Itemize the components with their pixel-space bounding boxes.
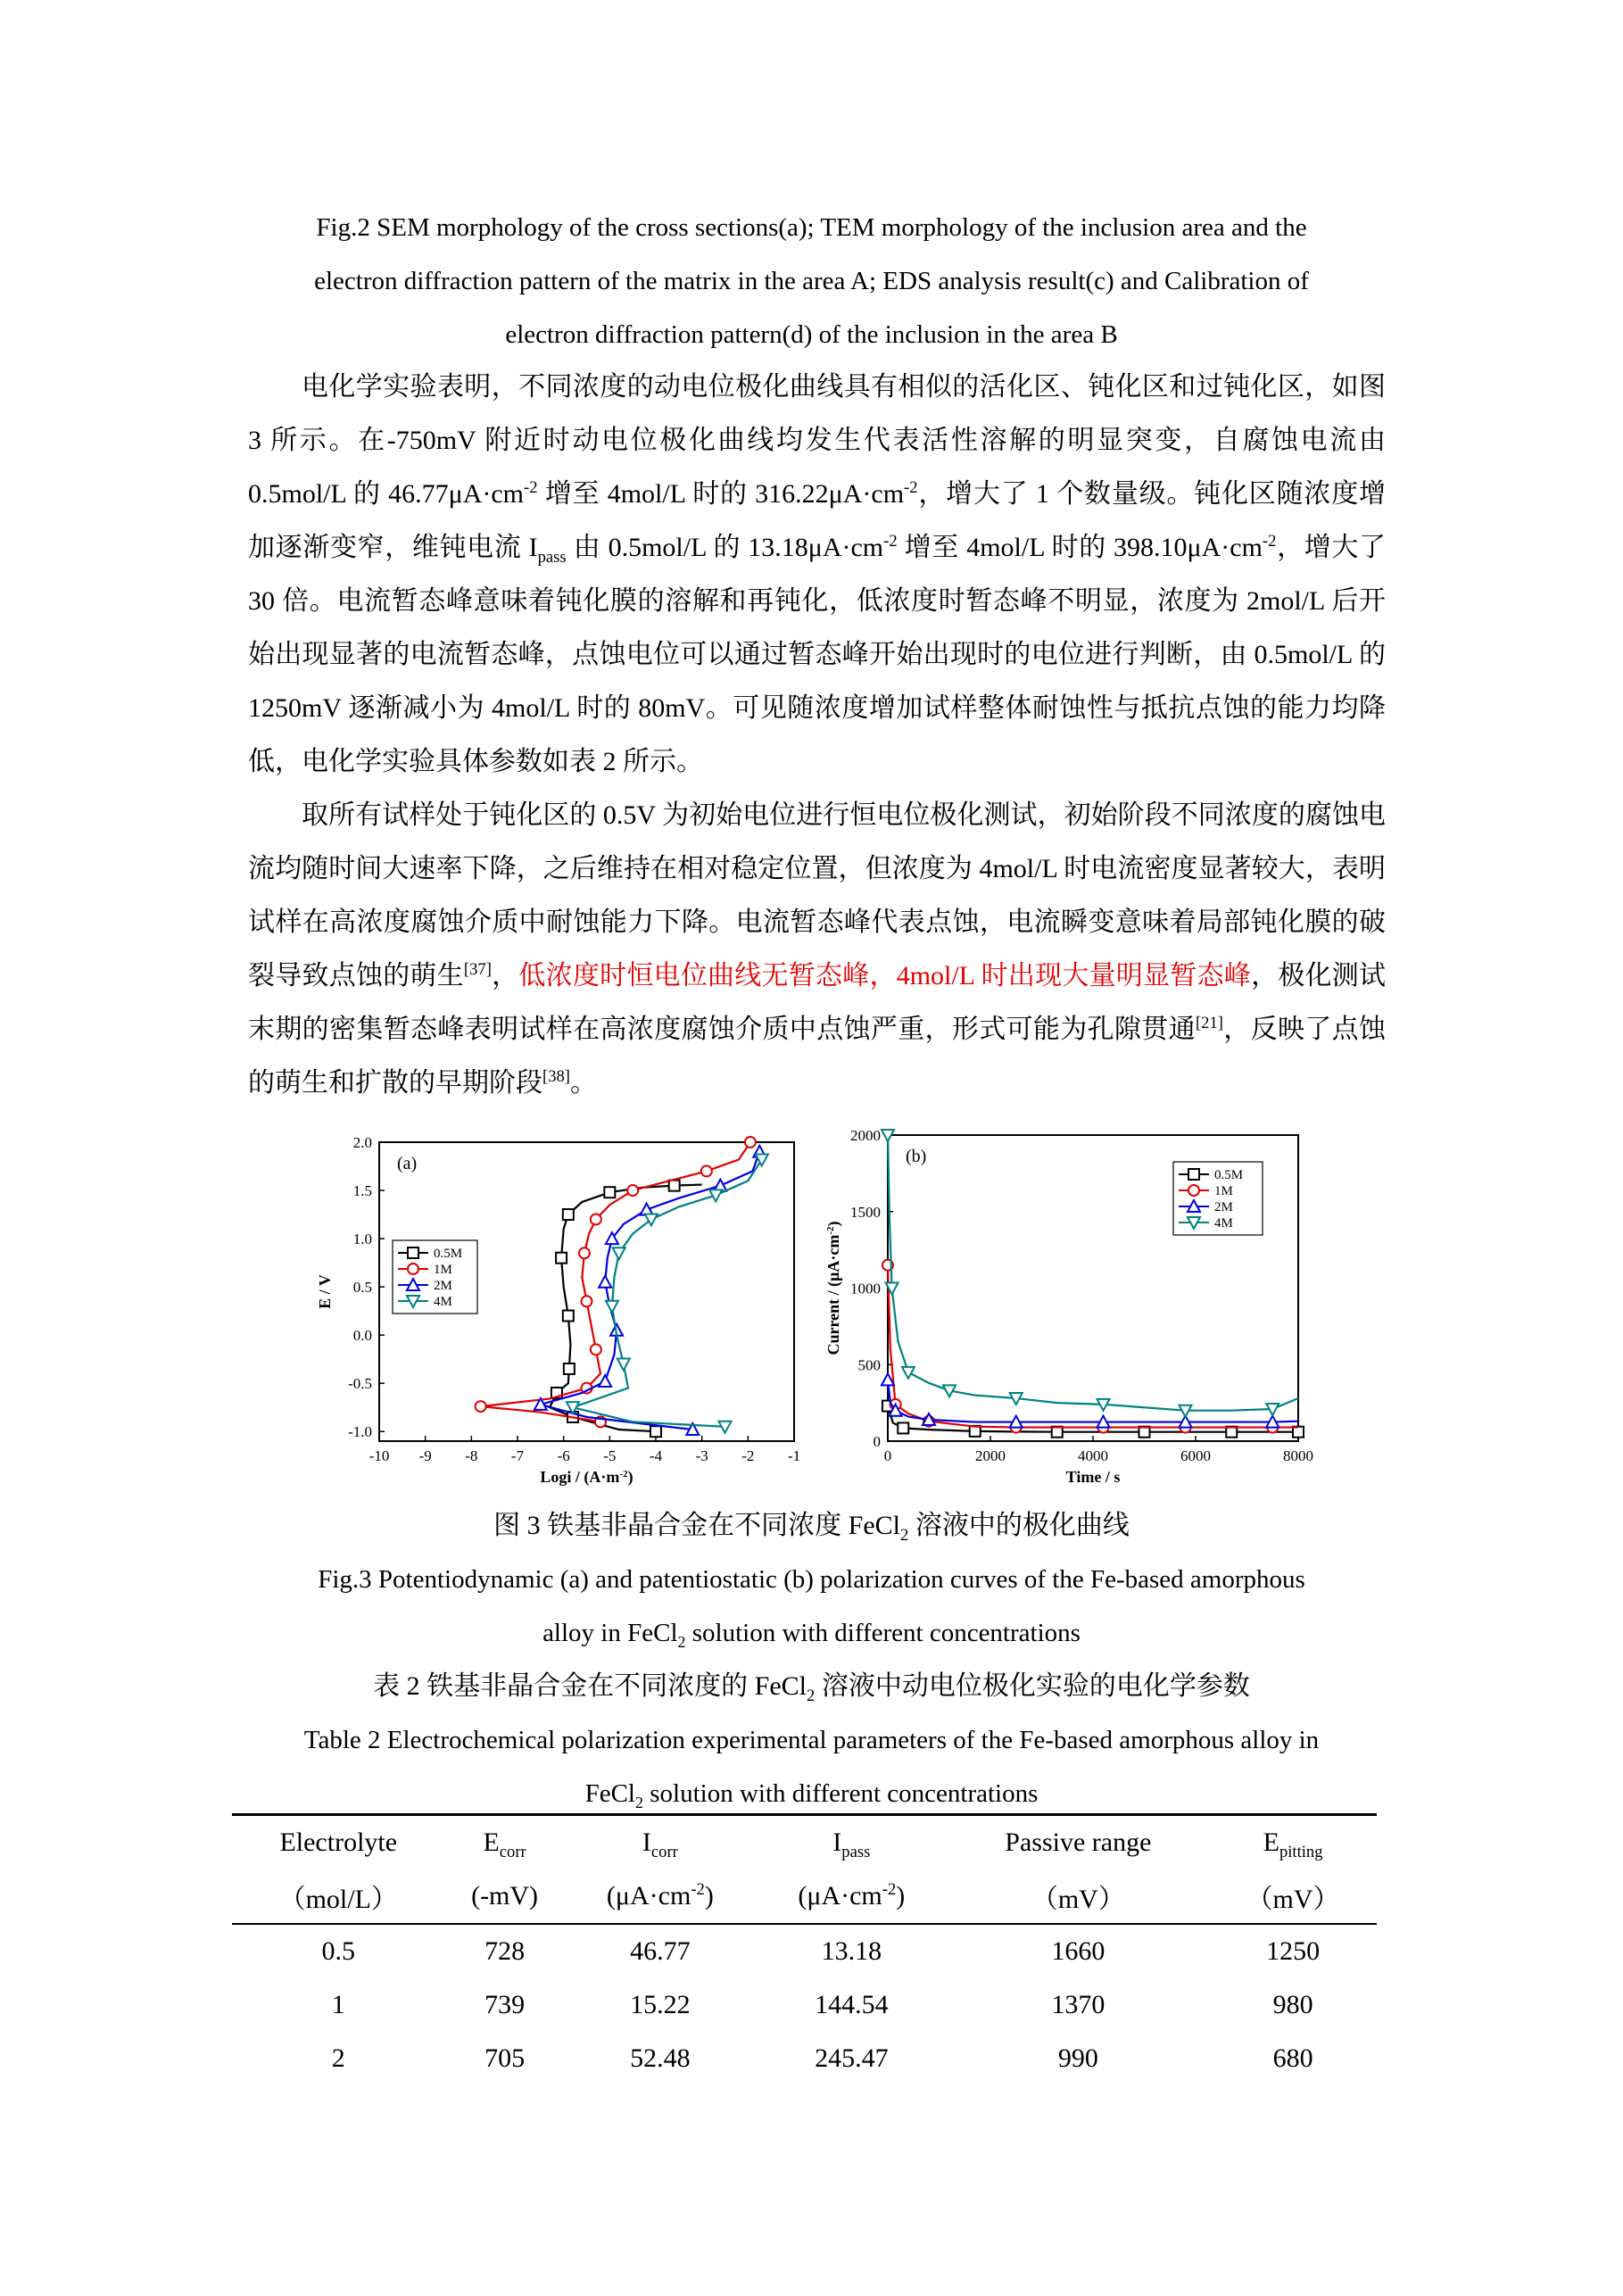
table-cell: 2 bbox=[331, 2043, 345, 2073]
x-axis-label: Time / s bbox=[1065, 1468, 1121, 1486]
y-tick-label: 2.0 bbox=[352, 1134, 372, 1151]
table-cell: 1370 bbox=[1051, 1990, 1105, 2019]
x-tick-label: -7 bbox=[510, 1447, 525, 1464]
y-tick-label: 0.0 bbox=[352, 1327, 372, 1345]
col-header-epitting: $E_{pitting}$ bbox=[1209, 1815, 1377, 1870]
table-cell: 46.77 bbox=[630, 1936, 691, 1966]
chart-potentiostatic bbox=[812, 1124, 1321, 1490]
data-point bbox=[591, 1344, 601, 1355]
data-point bbox=[627, 1185, 638, 1196]
table-cell: 144.54 bbox=[815, 1990, 889, 2019]
table-cell: 728 bbox=[484, 1936, 526, 1966]
data-point bbox=[599, 1375, 611, 1387]
x-tick-label: 6000 bbox=[1180, 1447, 1211, 1464]
x-tick-label: 2000 bbox=[975, 1447, 1006, 1464]
data-point bbox=[591, 1214, 601, 1224]
col-header-ecorr: $E_{corr}$ bbox=[445, 1815, 565, 1870]
y-tick-label: 0.5 bbox=[352, 1279, 372, 1297]
x-axis-label: Logi / $(A\cdot m^{-2})$ bbox=[540, 1468, 633, 1486]
series-line-1M bbox=[481, 1142, 750, 1422]
table-cell: 980 bbox=[1272, 1990, 1313, 2019]
x-tick-label: 4000 bbox=[1078, 1447, 1108, 1464]
data-point bbox=[556, 1253, 567, 1264]
y-tick-label: 1000 bbox=[850, 1280, 881, 1297]
data-point bbox=[563, 1209, 574, 1220]
legend-marker bbox=[408, 1247, 418, 1258]
legend-label: 1M bbox=[1214, 1184, 1233, 1198]
unit-ipass: $(\mu A\cdot cm^{-2})$ bbox=[756, 1869, 947, 1924]
fig2-caption-line3: electron diffraction pattern(d) of the inclusion in the area B bbox=[505, 320, 1118, 349]
unit-electrolyte: （mol/L） bbox=[232, 1869, 445, 1924]
data-point bbox=[669, 1181, 680, 1191]
legend-marker bbox=[1188, 1169, 1199, 1180]
unit-epitting: （mV） bbox=[1209, 1869, 1377, 1924]
series-line-2M bbox=[541, 1152, 759, 1430]
data-point bbox=[579, 1247, 590, 1258]
legend-marker bbox=[1188, 1185, 1199, 1196]
table-cell: 52.48 bbox=[630, 2043, 691, 2073]
x-tick-label: -5 bbox=[603, 1447, 617, 1464]
x-tick-label: -3 bbox=[695, 1447, 708, 1464]
data-point bbox=[745, 1137, 756, 1148]
data-point bbox=[613, 1247, 625, 1259]
data-point bbox=[563, 1311, 574, 1322]
data-point bbox=[599, 1276, 611, 1288]
x-tick-label: -1 bbox=[787, 1447, 801, 1464]
table-cell: 15.22 bbox=[630, 1990, 691, 2019]
fig2-caption-line2: electron diffraction pattern of the matrix in the area A; EDS analysis result(c) and Calibration of bbox=[314, 267, 1309, 295]
table-cell: 1 bbox=[331, 1990, 345, 2019]
table-cell: 1250 bbox=[1266, 1936, 1321, 1966]
col-header-passive-range: Passive range bbox=[948, 1815, 1210, 1870]
data-point bbox=[617, 1359, 630, 1371]
y-tick-label: 0 bbox=[873, 1433, 881, 1450]
chart-potentiodynamic bbox=[312, 1124, 812, 1490]
y-tick-label: 1.0 bbox=[352, 1231, 372, 1248]
legend-label: 4M bbox=[1214, 1216, 1233, 1231]
col-header-icorr: $I_{corr}$ bbox=[565, 1815, 756, 1870]
y-tick-label: -0.5 bbox=[348, 1375, 372, 1393]
data-point bbox=[476, 1401, 486, 1412]
paragraph-potentiostatic: 取所有试样处于钝化区的 0.5V 为初始电位进行恒电位极化测试，初始阶段不同浓度的腐蚀电流均随时间大速率下降，之后维持在相对稳定位置，但浓度为 4mol/L 时电流密度显著较大，表明试样在高浓度腐蚀介质中耐蚀能力下降。电流暂态峰代表点蚀，电流瞬变意味着局部钝化膜的破裂导致点蚀的萌生[37]，低浓度时恒电位曲线无暂态峰，4mol/L 时出现大量明显暂态峰，极化测试末期的密集暂态峰表明试样在高浓度腐蚀介质中点蚀严重，形式可能为孔隙贯通[21]，反映了点蚀的萌生和扩散的早期阶段[38]。 bbox=[248, 800, 1387, 1098]
highlighted-text: 低浓度时恒电位曲线无暂态峰，4mol/L 时出现大量明显暂态峰 bbox=[518, 961, 1252, 991]
col-header-ipass: $I_{pass}$ bbox=[756, 1815, 947, 1870]
table-cell: 1660 bbox=[1051, 1936, 1105, 1966]
table-row bbox=[232, 2032, 1377, 2085]
fig3-caption-en-line2: alloy in FeCl$_2$ solution with different concentrations bbox=[542, 1619, 1081, 1651]
table-cell: 739 bbox=[484, 1990, 526, 2019]
unit-icorr: $(\mu A\cdot cm^{-2})$ bbox=[565, 1869, 756, 1924]
legend-label: 0.5M bbox=[434, 1247, 463, 1261]
x-tick-label: -9 bbox=[418, 1447, 432, 1464]
y-axis-label: E / V bbox=[316, 1274, 334, 1309]
table-row bbox=[232, 1924, 1377, 1978]
data-point bbox=[582, 1296, 592, 1306]
unit-ecorr: (-mV) bbox=[445, 1869, 565, 1924]
y-axis-label: Current / $(\mu A\cdot cm^{-2})$ bbox=[824, 1221, 842, 1355]
table-cell: 13.18 bbox=[821, 1936, 882, 1966]
data-point bbox=[701, 1165, 712, 1176]
unit-passive-range: （mV） bbox=[948, 1869, 1210, 1924]
y-tick-label: 2000 bbox=[850, 1127, 881, 1144]
table-header-row bbox=[232, 1815, 1377, 1870]
table-cell: 680 bbox=[1272, 2043, 1313, 2073]
table-cell: 0.5 bbox=[321, 1936, 355, 1966]
table-unit-row bbox=[232, 1869, 1377, 1924]
fig3-caption-en-line1: Fig.3 Potentiodynamic (a) and patentiostatic (b) polarization curves of the Fe-based amorphous bbox=[318, 1565, 1305, 1594]
x-tick-label: -6 bbox=[557, 1447, 570, 1464]
data-point bbox=[606, 1301, 618, 1313]
table-cell: 245.47 bbox=[815, 2043, 889, 2073]
y-tick-label: 500 bbox=[857, 1356, 881, 1374]
paragraph-electrochem: 电化学实验表明，不同浓度的动电位极化曲线具有相似的活化区、钝化区和过钝化区，如图 3 所示。在-750mV 附近时动电位极化曲线均发生代表活性溶解的明显突变，自腐蚀电流由 0.5mol/L 的 $46.77\mu A\cdot cm^{-2}$ 增至 4mol/L 时的 $316.22\mu A\cdot cm^{-2}$，增大了 1 个数量级。钝化区随浓度增加逐渐变窄，维钝电流 $I_{pass}$ 由 0.5mol/L 的 $13.18\mu A\cdot cm^{-2}$ 增至 4mol/L 时的 $398.10\mu A\cdot cm^{-2}$，增大了 30 倍。电流暂态峰意味着钝化膜的溶解和再钝化，低浓度时暂态峰不明显，浓度为 2mol/L 后开始出现显著的电流暂态峰，点蚀电位可以通过暂态峰开始出现时的电位进行判断，由 0.5mol/L 的 1250mV 逐渐减小为 4mol/L 时的 80mV。可见随浓度增加试样整体耐蚀性与抵抗点蚀的能力均降低，电化学实验具体参数如表 2 所示。 bbox=[248, 372, 1387, 776]
fig3-caption-zh: 图 3 铁基非晶合金在不同浓度 FeCl$_2$ 溶液中的极化曲线 bbox=[493, 1511, 1130, 1545]
table-row bbox=[232, 1978, 1377, 2032]
y-tick-label: 1.5 bbox=[352, 1182, 372, 1200]
legend-label: 0.5M bbox=[1214, 1168, 1244, 1182]
legend-label: 4M bbox=[434, 1295, 452, 1309]
data-point bbox=[902, 1367, 915, 1379]
x-tick-label: 8000 bbox=[1283, 1447, 1313, 1464]
x-tick-label: -8 bbox=[465, 1447, 478, 1464]
legend-label: 2M bbox=[434, 1279, 452, 1293]
legend-label: 1M bbox=[434, 1263, 452, 1277]
y-tick-label: 1500 bbox=[850, 1203, 881, 1221]
fig2-caption-line1: Fig.2 SEM morphology of the cross sections(a); TEM morphology of the inclusion area and the bbox=[316, 213, 1307, 242]
data-point bbox=[650, 1426, 661, 1437]
legend-label: 2M bbox=[1214, 1200, 1233, 1214]
legend-marker bbox=[408, 1264, 418, 1274]
series-line-1M bbox=[888, 1265, 1298, 1428]
table2-caption-zh: 表 2 铁基非晶合金在不同浓度的 FeCl$_2$ 溶液中动电位极化实验的电化学参数 bbox=[373, 1671, 1250, 1705]
table-cell: 990 bbox=[1057, 2043, 1098, 2073]
table-cell: 705 bbox=[484, 2043, 526, 2073]
data-point bbox=[604, 1187, 615, 1198]
parameters-table bbox=[232, 1813, 1377, 2085]
panel-label: (a) bbox=[397, 1154, 418, 1173]
data-point bbox=[898, 1422, 908, 1433]
x-tick-label: -4 bbox=[649, 1447, 663, 1464]
col-header-electrolyte: Electrolyte bbox=[232, 1815, 445, 1870]
x-tick-label: -10 bbox=[368, 1447, 390, 1464]
data-point bbox=[564, 1364, 575, 1374]
table2-caption-en-line1: Table 2 Electrochemical polarization experimental parameters of the Fe-based amorphous alloy in bbox=[303, 1726, 1320, 1754]
table2-caption-en-line2: FeCl$_2$ solution with different concentrations bbox=[584, 1779, 1039, 1811]
x-tick-label: 0 bbox=[883, 1447, 892, 1464]
x-tick-label: -2 bbox=[741, 1447, 755, 1464]
y-tick-label: -1.0 bbox=[348, 1423, 372, 1441]
panel-label: (b) bbox=[906, 1147, 927, 1166]
